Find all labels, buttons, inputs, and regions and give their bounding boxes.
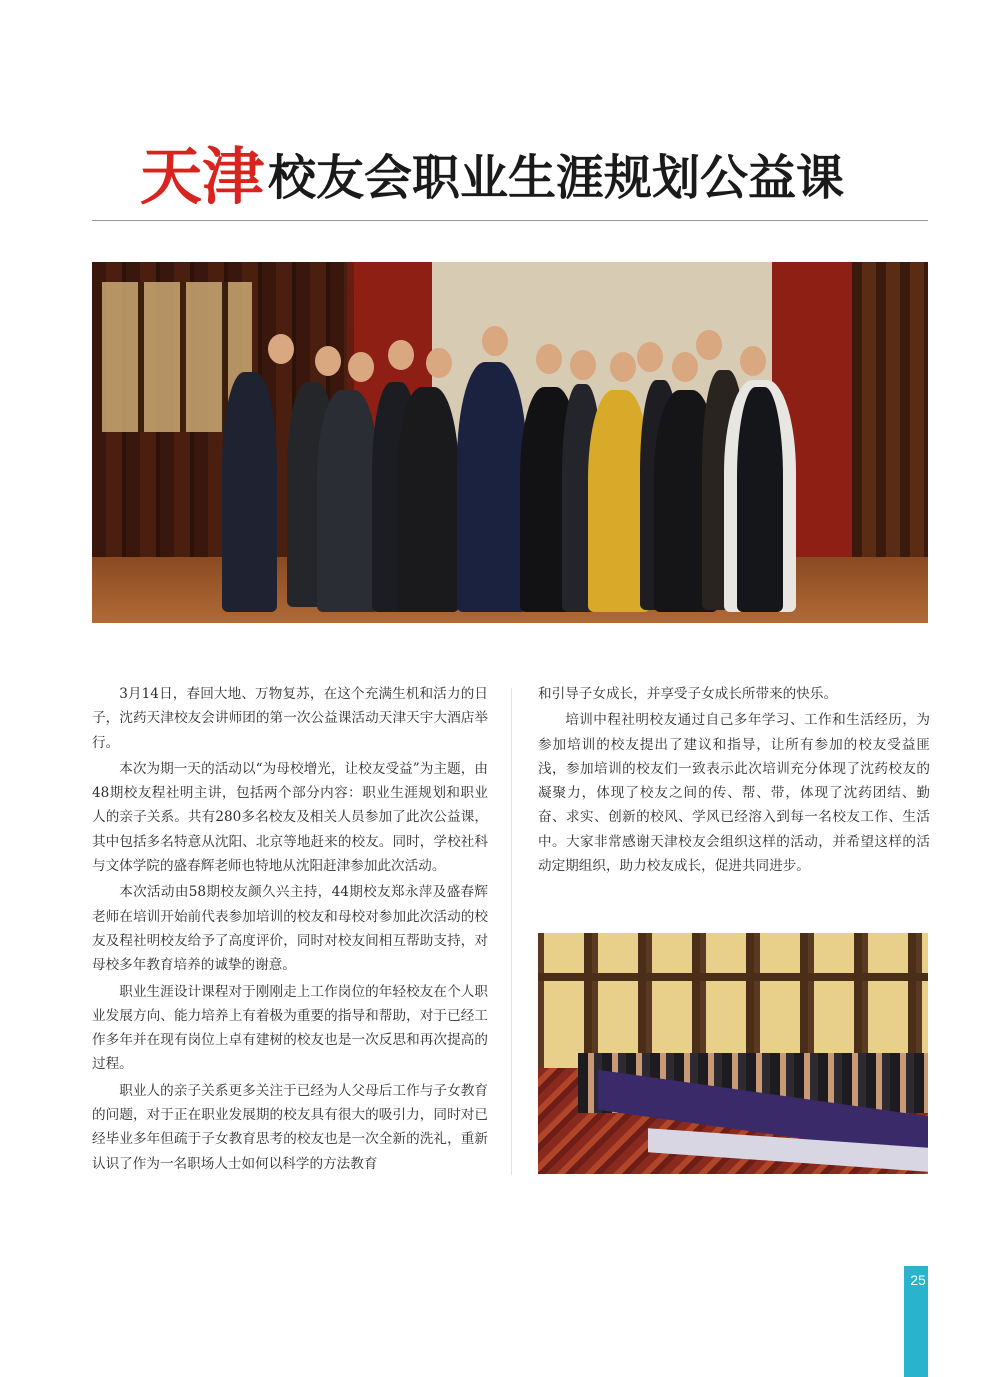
group-photo: [92, 262, 928, 623]
paragraph: 职业人的亲子关系更多关注于已经为人父母后工作与子女教育的问题，对于正在职业发展期的校友具有很大的吸引力，同时对已经毕业多年但疏于子女教育思考的校友也是一次全新的洗礼，重新认识了作为一名职场人士如何以科学的方法教育: [92, 1082, 488, 1172]
article-column-left: [92, 682, 488, 1178]
paragraph-continuation: 和引导子女成长，并享受子女成长所带来的快乐。: [538, 686, 838, 702]
title-main: 校友会职业生涯规划公益课: [268, 150, 845, 206]
article-title: [140, 128, 940, 213]
article-column-right: [538, 682, 930, 880]
column-divider: [511, 688, 512, 1175]
seminar-photo: [538, 933, 928, 1174]
paragraph: 3月14日，春回大地、万物复苏，在这个充满生机和活力的日子，沈药天津校友会讲师团的第一次公益课活动天津天宇大酒店举行。: [92, 686, 488, 751]
paragraph: 职业生涯设计课程对于刚刚走上工作岗位的年轻校友在个人职业发展方向、能力培养上有着极为重要的指导和帮助，对于已经工作多年并在现有岗位上卓有建树的校友也是一次反思和再次提高的过程。: [92, 983, 488, 1073]
page-number: 25: [910, 1272, 926, 1288]
paragraph: 培训中程社明校友通过自己多年学习、工作和生活经历，为参加培训的校友提出了建议和指导，让所有参加的校友受益匪浅，参加培训的校友们一致表示此次培训充分体现了沈药校友的凝聚力，体现了校友之间的传、帮、带，体现了沈药团结、勤奋、求实、创新的校风、学风已经溶入到每一名校友工作、生活中。大家非常感谢天津校友会组织这样的活动，并希望这样的活动定期组织，助力校友成长，促进共同进步。: [538, 712, 930, 875]
title-divider: [92, 220, 928, 221]
paragraph: 本次为期一天的活动以“为母校增光，让校友受益”为主题，由48期校友程社明主讲，包括两个部分内容：职业生涯规划和职业人的亲子关系。共有280多名校友及相关人员参加了此次公益课，其中包括多名特意从沈阳、北京等地赶来的校友。同时，学校社科与文体学院的盛春辉老师也特地从沈阳赶津参加此次活动。: [92, 760, 488, 875]
title-accent: 天津: [140, 140, 265, 213]
paragraph: 本次活动由58期校友颜久兴主持，44期校友郑永萍及盛春辉老师在培训开始前代表参加培训的校友和母校对参加此次活动的校友及程社明校友给予了高度评价，同时对校友间相互帮助支持，对母校多年教育培养的诚挚的谢意。: [92, 884, 488, 974]
